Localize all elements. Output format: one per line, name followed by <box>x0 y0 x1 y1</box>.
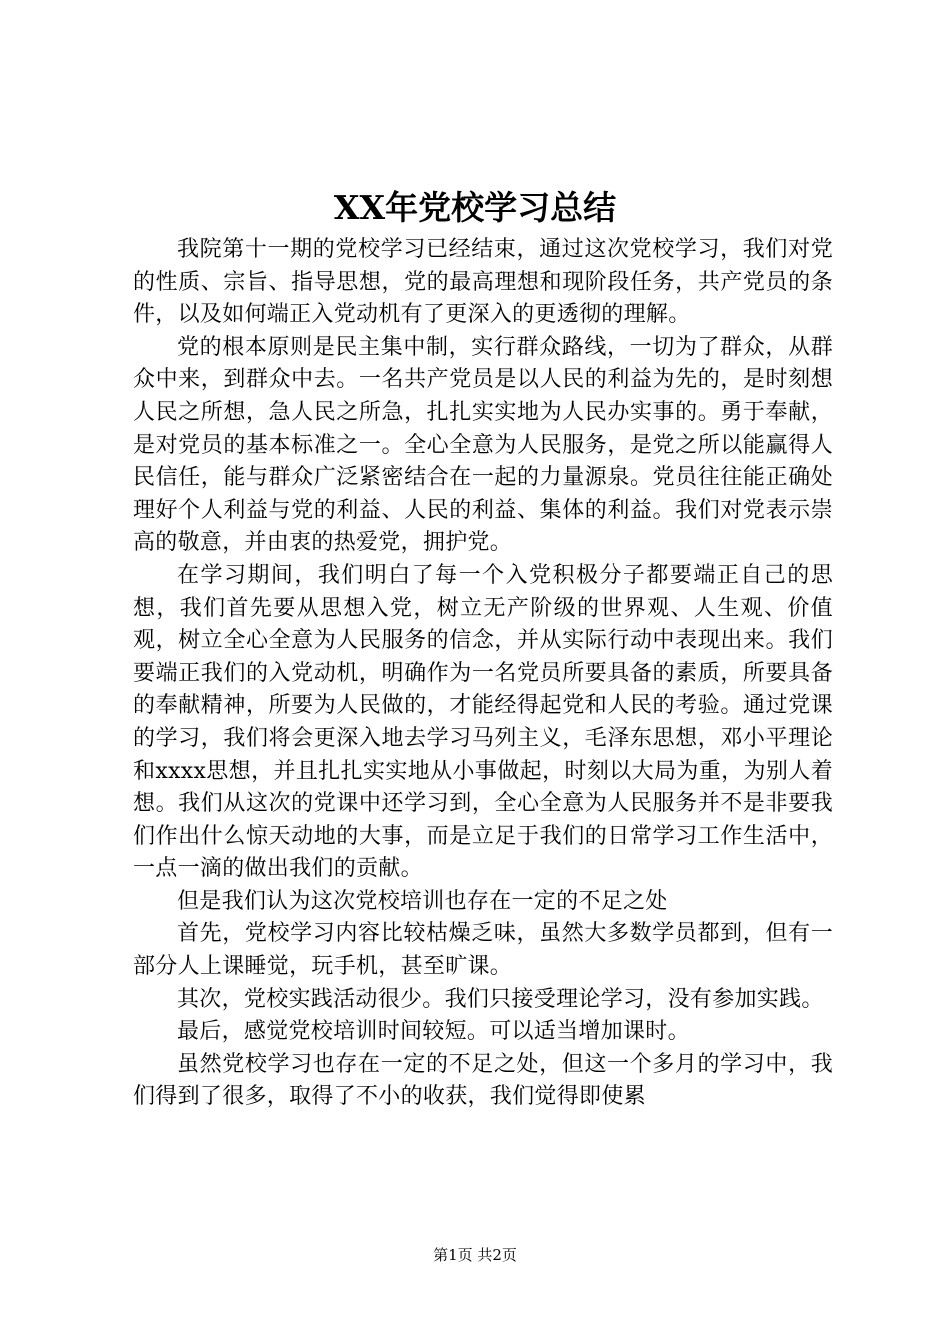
document-title: XX年党校学习总结 <box>333 188 617 227</box>
paragraph: 虽然党校学习也存在一定的不足之处，但这一个多月的学习中，我们得到了很多，取得了不小的收获，我们觉得即使累 <box>133 1051 833 1110</box>
paragraph: 其次，党校实践活动很少。我们只接受理论学习，没有参加实践。 <box>177 986 824 1012</box>
paragraph: 最后，感觉党校培训时间较短。可以适当增加课时。 <box>177 1019 690 1045</box>
paragraph: 我院第十一期的党校学习已经结束，通过这次党校学习，我们对党的性质、宗旨、指导思想，党的最高理想和现阶段任务，共产党员的条件，以及如何端正入党动机有了更深入的更透彻的理解。 <box>133 237 833 328</box>
paragraph: 首先，党校学习内容比较枯燥乏味，虽然大多数学员都到，但有一部分人上课睡觉，玩手机，甚至旷课。 <box>133 921 833 980</box>
paragraph: 但是我们认为这次党校培训也存在一定的不足之处 <box>177 888 668 914</box>
paragraph: 在学习期间，我们明白了每一个入党积极分子都要端正自己的思想，我们首先要从思想入党，树立无产阶级的世界观、人生观、价值观，树立全心全意为人民服务的信念，并从实际行动中表现出来。我们要端正我们的入党动机，明确作为一名党员所要具备的素质，所要具备的奉献精神，所要为人民做的，才能经得起党和人民的考验。通过党课的学习，我们将会更深入地去学习马列主义，毛泽东思想，邓小平理论和xxxx思想，并且扎扎实实地从小事做起，时刻以大局为重，为别人着想。我们从这次的党课中还学习到，全心全意为人民服务并不是非要我们作出什么惊天动地的大事，而是立足于我们的日常学习工作生活中，一点一滴的做出我们的贡献。 <box>133 562 833 882</box>
page-footer: 第1页 共2页 <box>433 1246 517 1264</box>
document-body <box>133 234 833 1114</box>
paragraph: 党的根本原则是民主集中制，实行群众路线，一切为了群众，从群众中来，到群众中去。一名共产党员是以人民的利益为先的，是时刻想人民之所想，急人民之所急，扎扎实实地为人民办实事的。勇于奉献，是对党员的基本标准之一。全心全意为人民服务，是党之所以能赢得人民信任，能与群众广泛紧密结合在一起的力量源泉。党员往往能正确处理好个人利益与党的利益、人民的利益、集体的利益。我们对党表示崇高的敬意，并由衷的热爱党，拥护党。 <box>133 334 833 556</box>
